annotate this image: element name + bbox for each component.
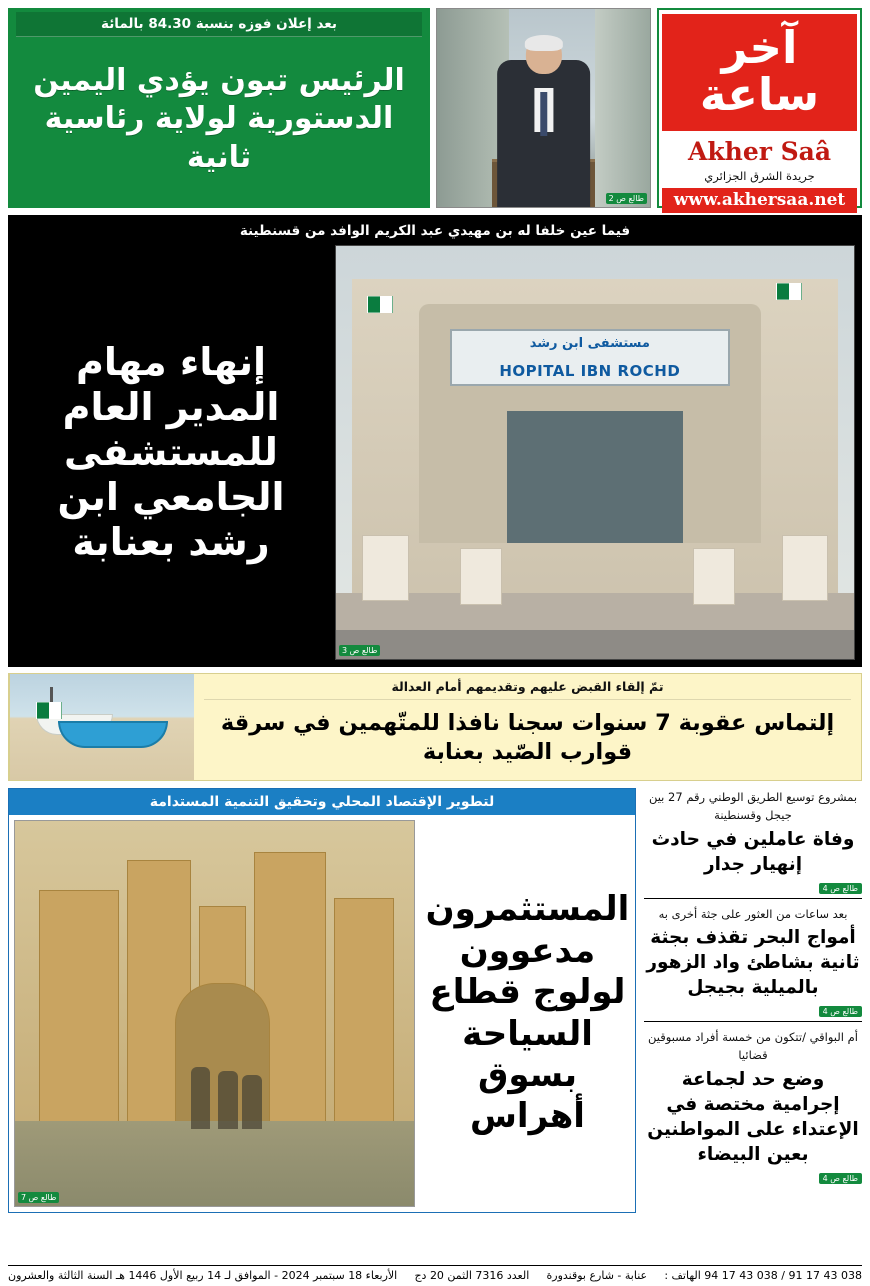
brief-title: أمواج البحر تقذف بجثة ثانية بشاطئ واد الزهور بالميلية بجيجل xyxy=(646,927,860,999)
bottom-section xyxy=(8,788,862,1213)
hospital-sign xyxy=(450,329,730,387)
hospital-sign-french: HOPITAL IBN ROCHD xyxy=(499,362,681,381)
hospital-sign-arabic: مستشفى ابن رشد xyxy=(529,335,650,351)
brief-kicker: بعد ساعات من العثور على جثة أخرى به xyxy=(658,906,848,921)
photo-page-tag: طالع ص 2 xyxy=(606,193,647,204)
logo-website-url[interactable]: www.akhersaa.net xyxy=(662,188,857,213)
brief-page-tag: طالع ص 4 xyxy=(819,883,862,894)
lead-kicker: بعد إعلان فوزه بنسبة 84.30 بالمائة xyxy=(16,12,422,37)
algerian-flag-icon xyxy=(776,283,802,300)
lead-title: الرئيس تبون يؤدي اليمين الدستورية لولاية رئاسية ثانية xyxy=(33,62,405,175)
roman-ruins-photo xyxy=(14,820,415,1207)
fishing-boats-photo xyxy=(9,674,194,780)
brief-item[interactable] xyxy=(644,905,862,1022)
main-story-title: إنهاء مهام المدير العام للمستشفى الجامعي ابن رشد بعنابة xyxy=(57,340,285,564)
tourism-story-body xyxy=(9,815,635,1212)
photo-page-tag: طالع ص 3 xyxy=(339,645,380,656)
court-case-story[interactable] xyxy=(8,673,862,781)
logo-latin-title: Akher Saâ xyxy=(687,136,832,166)
footer-phone: 038 43 17 91 / 038 43 17 94 الهاتف : xyxy=(664,1269,862,1282)
brief-page-tag: طالع ص 4 xyxy=(819,1006,862,1017)
court-case-kicker: تمّ إلقاء القبض عليهم وتقديمهم أمام العدالة xyxy=(204,679,851,700)
brief-title: وضع حد لجماعة إجرامية مختصة في الإعتداء على المواطنين بعين البيضاء xyxy=(647,1068,859,1165)
brief-item[interactable] xyxy=(644,1028,862,1188)
newspaper-logo[interactable] xyxy=(657,8,862,208)
brief-page-tag: طالع ص 4 xyxy=(819,1173,862,1184)
ibn-rochd-hospital-photo xyxy=(335,245,855,660)
briefs-column xyxy=(644,788,862,1213)
logo-subtitle: جريدة الشرق الجزائري xyxy=(704,168,815,183)
main-story-kicker: فيما عين خلفا له بن مهيدي عبد الكريم الوافد من قسنطينة xyxy=(9,216,861,245)
algerian-flag-icon xyxy=(367,296,393,313)
main-story-body xyxy=(9,245,861,660)
brief-title: وفاة عاملين في حادث إنهيار جدار xyxy=(651,828,855,875)
footer-bar xyxy=(8,1265,862,1282)
lead-headline-block[interactable] xyxy=(8,8,430,208)
photo-page-tag: طالع ص 7 xyxy=(18,1192,59,1203)
tourism-story-kicker: لتطوير الإقتصاد المحلي وتحقيق التنمية المستدامة xyxy=(9,789,635,815)
footer-date: الأربعاء 18 سبتمبر 2024 - الموافق لـ 14 ربيع الأول 1446 هـ السنة الثالثة والعشرون xyxy=(8,1269,398,1282)
brief-item[interactable] xyxy=(644,788,862,899)
brief-kicker: أم البواقي /تتكون من خمسة أفراد مسبوقين قضائيا xyxy=(648,1030,858,1063)
president-sworn-in-photo xyxy=(436,8,651,208)
main-story[interactable] xyxy=(8,215,862,667)
tourism-story[interactable] xyxy=(8,788,636,1213)
logo-arabic-title: آخر ساعة xyxy=(662,14,857,131)
masthead xyxy=(8,8,862,208)
footer-address: عنابة - شارع بوقندورة xyxy=(546,1269,648,1282)
tourism-story-title: المستثمرون مدعوون لولوج قطاع السياحة بسوق أهراس xyxy=(425,889,630,1137)
brief-kicker: بمشروع توسيع الطريق الوطني رقم 27 بين جيجل وقسنطينة xyxy=(648,790,858,823)
court-case-text xyxy=(194,674,861,780)
court-case-title: إلتماس عقوبة 7 سنوات سجنا نافذا للمتّهمين في سرقة قوارب الصّيد بعنابة xyxy=(220,709,835,765)
footer-issue: العدد 7316 الثمن 20 دج xyxy=(414,1269,530,1282)
